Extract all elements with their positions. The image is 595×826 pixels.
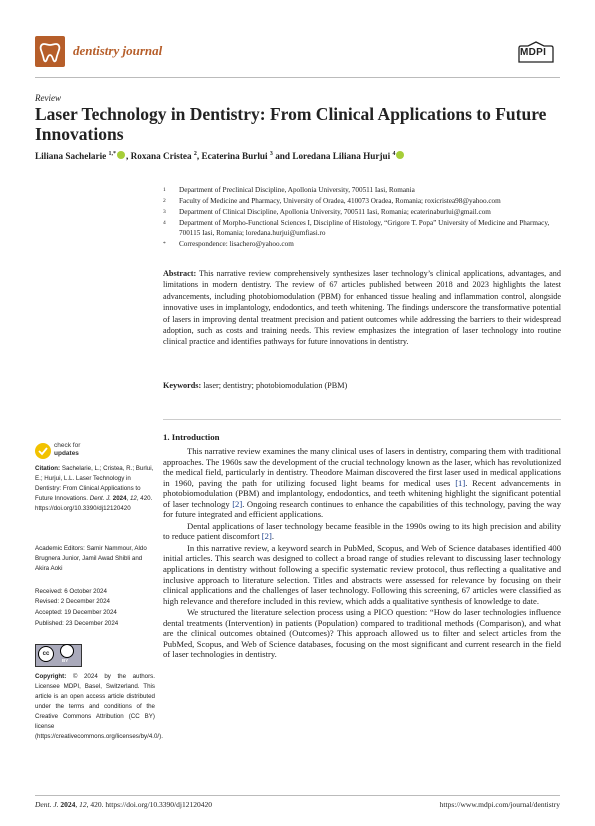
keywords-text: laser; dentistry; photobiomodulation (PBM)	[203, 381, 348, 390]
cc-icon: cc	[38, 646, 54, 662]
citation-link[interactable]: [2]	[232, 498, 243, 509]
journal-url[interactable]: https://www.mdpi.com/journal/dentistry	[439, 800, 560, 809]
footer-citation: Dent. J. 2024, 12, 420. https://doi.org/10.3390/dj12120420	[35, 800, 212, 809]
affiliation: 4 Department of Morpho-Functional Sciences I, Discipline of Histology, “Grigore T. Popa” University of Medicine and Pharmacy, 700115 Iasi, Romania; loredana.hurjui@umfiasi.ro	[163, 219, 550, 237]
citation-block: Citation: Sachelarie, L.; Cristea, R.; Burlui, E.; Hurjui, L.L. Laser Technology in Dentistry: From Clinical Applications to Future Innovations. Dent. J. 2024, 12, 420. https://doi.org/10.3390/dj12120420	[35, 465, 154, 512]
body-text	[163, 446, 561, 661]
section-divider	[163, 419, 561, 420]
abstract	[163, 268, 561, 348]
check-for-updates-label[interactable]: check for updates	[54, 442, 81, 457]
date-revised: Revised: 2 December 2024	[35, 598, 110, 605]
orcid-icon[interactable]	[117, 151, 125, 159]
author-name: Ecaterina Burlui	[201, 151, 268, 162]
by-icon	[60, 644, 74, 658]
paragraph: Dental applications of laser technology became feasible in the 1990s owing to its high precision and ability to reduce patient discomfort [2].	[163, 520, 561, 542]
journal-name: dentistry journal	[73, 43, 163, 58]
author-name: Loredana Liliana Hurjui	[292, 151, 391, 162]
publisher-name: MDPI	[520, 47, 547, 58]
paragraph: In this narrative review, a keyword search in PubMed, Scopus, and Web of Science databases identified 400 initial articles. This search was designed to collect a broad range of studies relevant to discussing laser technology applications in dentistry without following a specific systematic review protocol, thus reflecting a qualitative and inclusive approach to literature selection. Titles and abstracts were assessed for relevance by focusing on their clinical applications and the challenges of laser technology. Following this screening, 67 articles were classified as high relevance and therefore included in this review, which adds a qualitative synthesis of knowledge to date.	[163, 542, 561, 606]
paragraph: We structured the literature selection process using a PICO question: “How do laser technologies influence dental treatments (Intervention) in patients (Population) compared to traditional methods (Comparison), and what are the clinical outcomes obtained (Outcomes)? This approach allowed us to filter and select articles from the PubMed, Scopus, and Web of Science databases, focusing on the most significant and current research in the field of laser technologies in dentistry.	[163, 607, 561, 660]
orcid-icon[interactable]	[396, 151, 404, 159]
abstract-label: Abstract:	[163, 269, 197, 278]
author-name: Liliana Sachelarie	[35, 151, 107, 162]
check-for-updates-icon[interactable]	[35, 443, 51, 459]
date-received: Received: 6 October 2024	[35, 588, 107, 595]
affiliation: 3 Department of Clinical Discipline, Apollonia University, 700511 Iasi, Romania; ecaterinaburlui@gmail.com	[163, 208, 491, 216]
affiliation: 1 Department of Preclinical Discipline, Apollonia University, 700511 Iasi, Romania	[163, 186, 415, 194]
author-name: Roxana Cristea	[130, 151, 192, 162]
header-divider	[35, 77, 560, 78]
article-title: Laser Technology in Dentistry: From Clinical Applications to Future Innovations	[35, 104, 547, 144]
affiliation: 2 Faculty of Medicine and Pharmacy, University of Oradea, 410073 Oradea, Romania; roxicristea98@yahoo.com	[163, 197, 501, 205]
academic-editors: Academic Editors: Samir Nammour, Aldo Brugnera Junior, Jamil Awad Shibli and Akira Aoki	[35, 545, 147, 572]
keywords	[163, 381, 347, 390]
citation-link[interactable]: [2]	[261, 531, 272, 542]
keywords-label: Keywords:	[163, 381, 202, 390]
abstract-text: This narrative review comprehensively synthesizes laser technology’s clinical applications, advantages, and limitations in modern dentistry. The review of 67 articles published between 2018 and 2023 highlights the latest advancements, including photobiomodulation (PBM) for enhanced tissue healing and inflammation control, alongside innovative uses in implantology, endodontics, and teeth whitening. The findings underscore the transformative potential of lasers in improving dental treatment precision and patient outcomes while addressing the barriers to their widespread adoption, such as costs and training needs. This review emphasizes the integration of laser technology into routine clinical practice and identifies pathways for future innovations in dentistry.	[163, 269, 561, 347]
author-list: Liliana Sachelarie $^{1,*}$ , Roxana Cristea $^2$, Ecaterina Burlui $^3$ and Loredana Liliana Hurjui $^4$	[35, 151, 405, 161]
correspondence: * Correspondence: lisachero@yahoo.com	[163, 240, 294, 248]
article-type: Review	[35, 93, 61, 103]
paragraph: This narrative review examines the many clinical uses of lasers in dentistry, comparing them with traditional approaches. The 1960s saw the development of the crucial technology known as the laser, which has revolutionized the medical field, particularly in dentistry. Theodore Maiman discovered the first laser used in medical applications in 1960, paving the path for utilizing focused light beams for medical uses [1]. Recent advancements in photobiomodulation (PBM) and implantology, endodontics, and teeth whitening highlight the significant potential of laser technology [2]. Ongoing research continues to enhance the capabilities of this technology, paving the way for future integrated and efficient applications.	[163, 446, 561, 520]
section-title: 1. Introduction	[163, 432, 220, 442]
date-accepted: Accepted: 19 December 2024	[35, 609, 117, 616]
journal-logo	[35, 36, 65, 67]
tooth-icon	[35, 36, 65, 67]
citation-link[interactable]: [1]	[455, 477, 466, 488]
date-published: Published: 23 December 2024	[35, 620, 119, 627]
copyright-notice: Copyright: © 2024 by the authors. Licensee MDPI, Basel, Switzerland. This article is an open access article distributed under the terms and conditions of the Creative Commons Attribution (CC BY) license (https://creativecommons.org/licenses/by/4.0/).	[35, 673, 163, 740]
footer-divider	[35, 795, 560, 796]
by-label: BY	[62, 658, 69, 663]
